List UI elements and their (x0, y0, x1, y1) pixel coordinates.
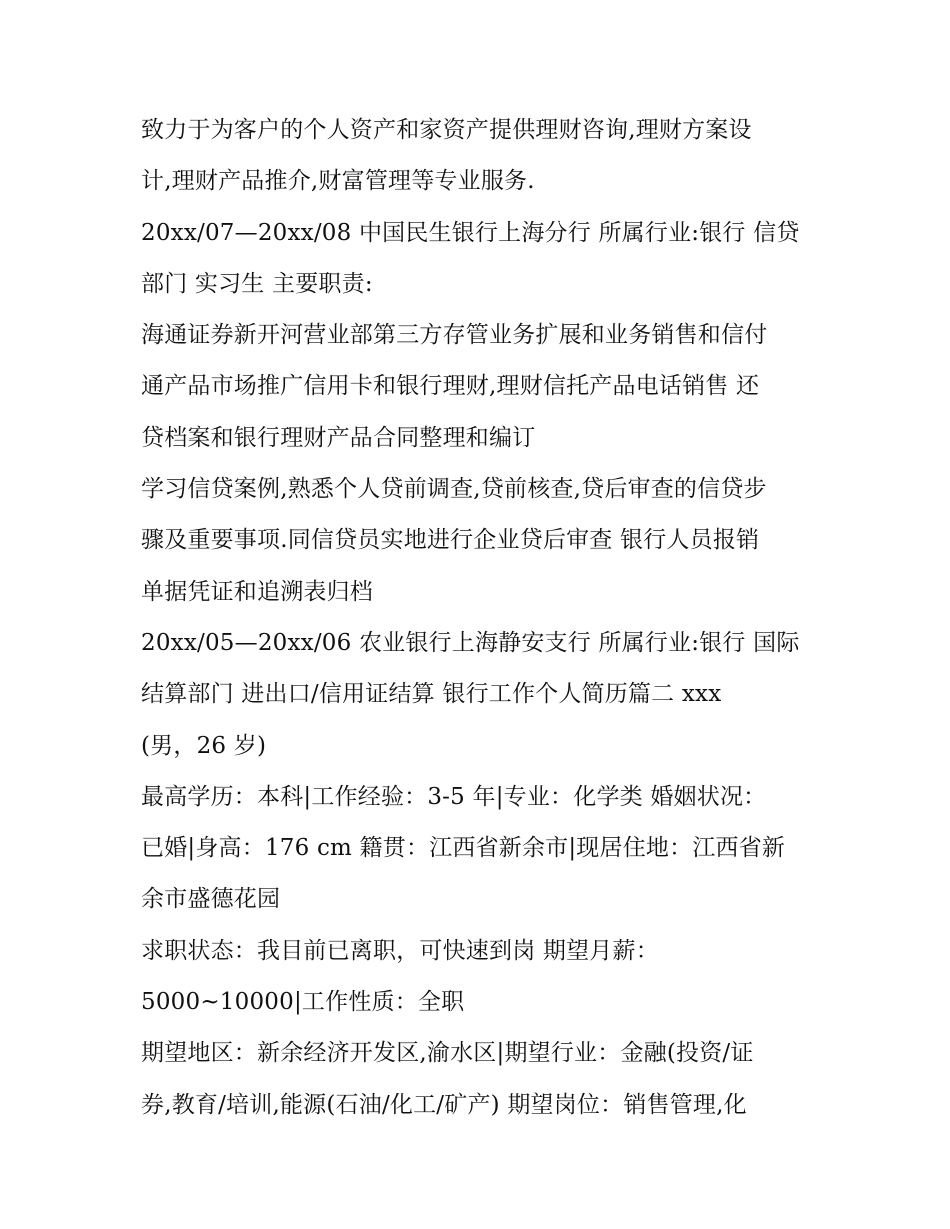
text-line: 5000~10000|工作性质：全职 (141, 989, 465, 1016)
text-line: 海通证券新开河营业部第三方存管业务扩展和业务销售和信付 (141, 322, 768, 349)
text-line: 通产品市场推广信用卡和银行理财,理财信托产品电话销售 还 (141, 373, 760, 400)
text-line: 求职状态：我目前已离职，可快速到岗 期望月薪： (141, 937, 659, 964)
text-line: 部门 实习生 主要职责: (141, 270, 373, 297)
text-line: 结算部门 进出口/信用证结算 银行工作个人简历篇二 xxx (141, 681, 722, 708)
text-line: 券,教育/培训,能源(石油/化工/矿产) 期望岗位：销售管理,化 (141, 1091, 747, 1118)
text-line: 余市盛德花园 (141, 886, 281, 913)
text-line: 20xx/07—20xx/08 中国民生银行上海分行 所属行业:银行 信贷 (141, 219, 800, 246)
resume-text-block (141, 105, 831, 1131)
text-line: 骤及重要事项.同信贷员实地进行企业贷后审查 银行人员报销 (141, 527, 760, 554)
text-line: (男，26 岁) (141, 732, 267, 759)
text-line: 计,理财产品推介,财富管理等专业服务. (141, 168, 535, 195)
text-line: 已婚|身高：176 cm 籍贯：江西省新余市|现居住地：江西省新 (141, 835, 786, 862)
text-line: 学习信贷案例,熟悉个人贷前调查,贷前核查,贷后审查的信贷步 (141, 476, 767, 503)
text-line: 单据凭证和追溯表归档 (141, 578, 373, 605)
text-line: 20xx/05—20xx/06 农业银行上海静安支行 所属行业:银行 国际 (141, 629, 800, 656)
text-line: 最高学历：本科|工作经验：3-5 年|专业：化学类 婚姻状况： (141, 783, 767, 810)
text-line: 致力于为客户的个人资产和家资产提供理财咨询,理财方案设 (141, 117, 752, 143)
text-line: 贷档案和银行理财产品合同整理和编订 (141, 424, 536, 451)
text-line: 期望地区：新余经济开发区,渝水区|期望行业：金融(投资/证 (141, 1040, 754, 1067)
